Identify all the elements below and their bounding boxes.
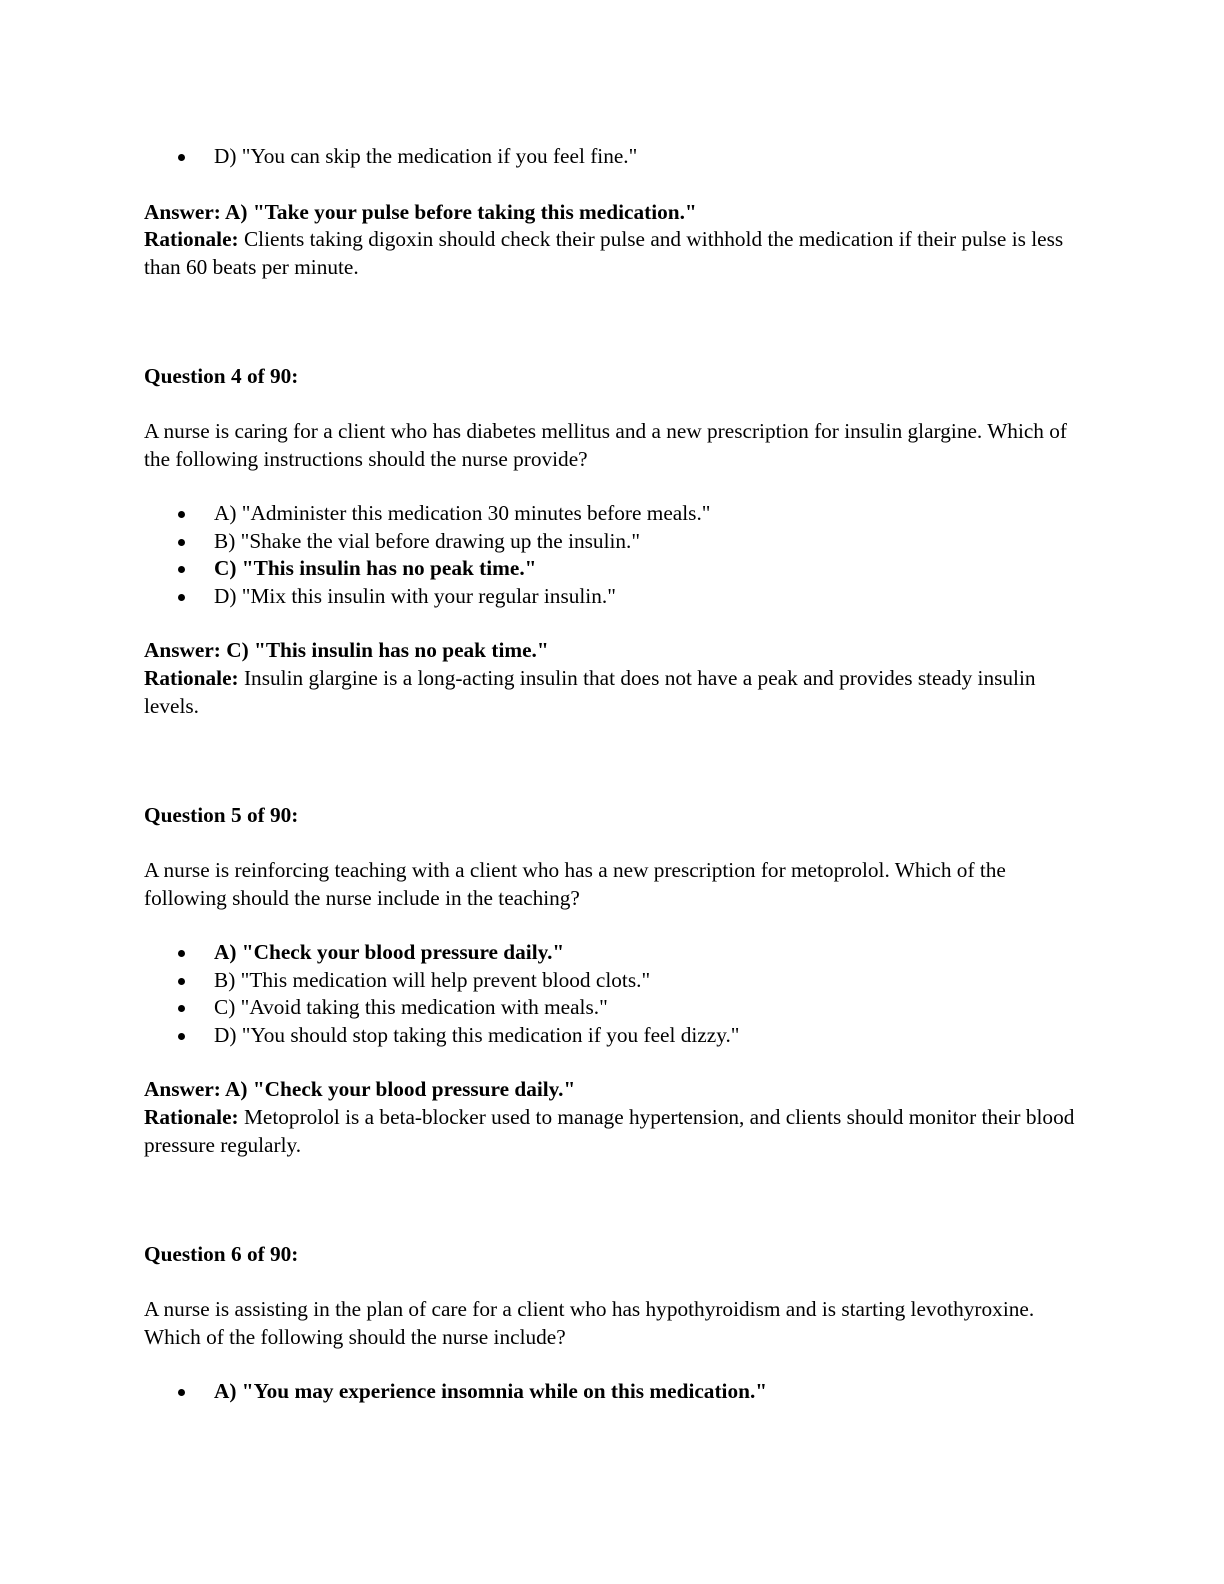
option-text: D) "You can skip the medication if you feel fine." [214,144,638,168]
list-item [144,528,710,556]
bullet-icon [178,1033,185,1040]
answer-label: Answer: [144,1077,221,1101]
q5-answer [144,1076,575,1104]
option-text: A) "You may experience insomnia while on this medication." [214,1379,768,1403]
list-item [144,143,637,171]
q4-option-list [144,500,710,610]
bullet-icon [178,1005,185,1012]
rationale-label: Rationale: [144,1105,239,1129]
answer-text: A) "Take your pulse before taking this medication." [225,200,697,224]
bullet-icon [178,511,185,518]
q3-answer [144,199,697,227]
q4-heading: Question 4 of 90: [144,364,299,388]
q5-heading: Question 5 of 90: [144,803,299,827]
list-item [144,1022,740,1050]
option-text: D) "Mix this insulin with your regular insulin." [214,583,616,608]
option-text: B) "This medication will help prevent blood clots." [214,967,651,992]
bullet-icon [178,154,185,161]
q5-rationale [144,1104,1084,1159]
q3-rationale [144,226,1084,281]
list-item [144,1378,767,1406]
rationale-text: Metoprolol is a beta-blocker used to manage hypertension, and clients should monitor their blood pressure regularly. [144,1105,1075,1157]
rationale-label: Rationale: [144,227,239,251]
q4-stem: A nurse is caring for a client who has diabetes mellitus and a new prescription for insulin glargine. Which of the following instructions should the nurse provide? [144,419,1068,471]
q5-stem: A nurse is reinforcing teaching with a client who has a new prescription for metoprolol. Which of the following should the nurse include in the teaching? [144,858,1006,910]
option-text: B) "Shake the vial before drawing up the insulin." [214,528,641,553]
q6-heading: Question 6 of 90: [144,1242,299,1266]
answer-label: Answer: [144,638,221,662]
rationale-text: Insulin glargine is a long-acting insulin that does not have a peak and provides steady insulin levels. [144,666,1036,718]
q4-answer [144,637,549,665]
q5-option-list [144,939,740,1049]
list-item [144,583,710,611]
q4-rationale [144,665,1084,720]
answer-text: C) "This insulin has no peak time." [226,638,549,662]
list-item [144,555,710,583]
bullet-icon [178,539,185,546]
option-text: A) "Administer this medication 30 minutes before meals." [214,501,711,525]
answer-text: A) "Check your blood pressure daily." [225,1077,576,1101]
bullet-icon [178,950,185,957]
q6-option-list [144,1378,767,1406]
bullet-icon [178,566,185,573]
bullet-icon [178,594,185,601]
option-text: A) "Check your blood pressure daily." [214,940,565,964]
list-item [144,967,740,995]
list-item [144,939,740,967]
bullet-icon [178,978,185,985]
bullet-icon [178,1389,185,1396]
option-text: D) "You should stop taking this medication if you feel dizzy." [214,1022,740,1047]
answer-label: Answer: [144,200,221,224]
list-item [144,994,740,1022]
q3-option-list [144,143,637,171]
option-text: C) "This insulin has no peak time." [214,556,537,580]
rationale-label: Rationale: [144,666,239,690]
q6-stem: A nurse is assisting in the plan of care for a client who has hypothyroidism and is starting levothyroxine. Which of the following should the nurse include? [144,1297,1035,1349]
option-text: C) "Avoid taking this medication with meals." [214,995,608,1019]
list-item [144,500,710,528]
rationale-text: Clients taking digoxin should check their pulse and withhold the medication if their pulse is less than 60 beats per minute. [144,227,1064,279]
